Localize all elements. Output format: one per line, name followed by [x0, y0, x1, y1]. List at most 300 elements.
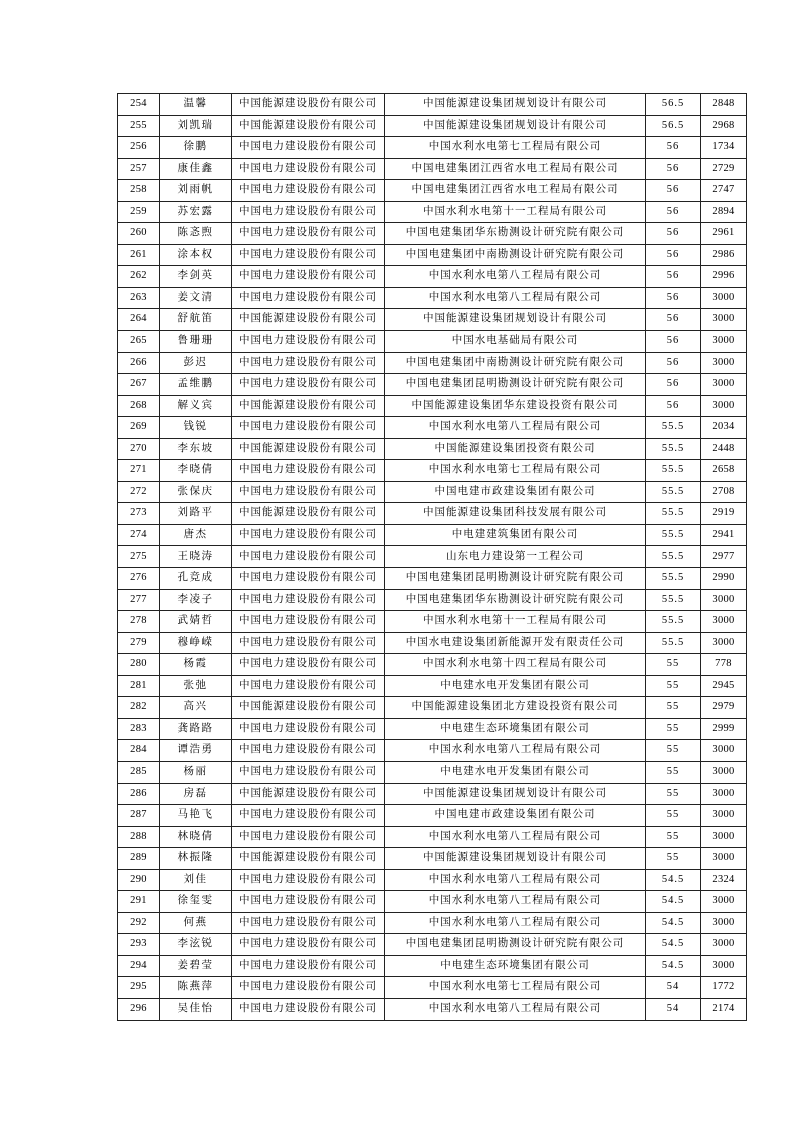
cell-person-name: 刘路平	[160, 503, 232, 525]
cell-count: 2986	[701, 244, 747, 266]
cell-count: 1772	[701, 977, 747, 999]
cell-group-company: 中国能源建设股份有限公司	[232, 503, 385, 525]
cell-group-company: 中国能源建设股份有限公司	[232, 94, 385, 116]
table-row	[118, 805, 747, 827]
cell-group-company: 中国电力建设股份有限公司	[232, 955, 385, 977]
cell-serial-number: 278	[118, 611, 160, 633]
cell-serial-number: 292	[118, 912, 160, 934]
cell-score: 55.5	[646, 438, 701, 460]
table-row	[118, 524, 747, 546]
cell-serial-number: 266	[118, 352, 160, 374]
cell-score: 56	[646, 287, 701, 309]
cell-count: 2448	[701, 438, 747, 460]
cell-count: 2324	[701, 869, 747, 891]
cell-serial-number: 281	[118, 675, 160, 697]
cell-subsidiary-company: 中国电建集团华东勘测设计研究院有限公司	[385, 223, 646, 245]
cell-serial-number: 283	[118, 718, 160, 740]
cell-serial-number: 274	[118, 524, 160, 546]
table-row	[118, 266, 747, 288]
cell-score: 56.5	[646, 94, 701, 116]
cell-group-company: 中国电力建设股份有限公司	[232, 180, 385, 202]
cell-count: 3000	[701, 912, 747, 934]
cell-group-company: 中国电力建设股份有限公司	[232, 460, 385, 482]
cell-count: 2999	[701, 718, 747, 740]
cell-person-name: 涂本权	[160, 244, 232, 266]
cell-score: 55	[646, 697, 701, 719]
cell-serial-number: 264	[118, 309, 160, 331]
cell-count: 2894	[701, 201, 747, 223]
cell-count: 2708	[701, 481, 747, 503]
cell-group-company: 中国电力建设股份有限公司	[232, 826, 385, 848]
cell-count: 2979	[701, 697, 747, 719]
cell-group-company: 中国能源建设股份有限公司	[232, 395, 385, 417]
cell-score: 55.5	[646, 524, 701, 546]
table-row	[118, 201, 747, 223]
table-row	[118, 977, 747, 999]
cell-count: 2747	[701, 180, 747, 202]
cell-person-name: 刘凯瑞	[160, 115, 232, 137]
cell-count: 3000	[701, 632, 747, 654]
cell-group-company: 中国电力建设股份有限公司	[232, 611, 385, 633]
cell-score: 56	[646, 395, 701, 417]
cell-subsidiary-company: 中国能源建设集团北方建设投资有限公司	[385, 697, 646, 719]
cell-score: 55	[646, 718, 701, 740]
cell-person-name: 钱锐	[160, 417, 232, 439]
cell-subsidiary-company: 中国电建集团昆明勘测设计研究院有限公司	[385, 568, 646, 590]
cell-person-name: 王晓涛	[160, 546, 232, 568]
cell-score: 56	[646, 266, 701, 288]
cell-score: 55	[646, 783, 701, 805]
cell-person-name: 房磊	[160, 783, 232, 805]
table-row	[118, 998, 747, 1020]
cell-count: 2996	[701, 266, 747, 288]
cell-subsidiary-company: 中国水电基础局有限公司	[385, 331, 646, 353]
cell-count: 2034	[701, 417, 747, 439]
cell-person-name: 李东坡	[160, 438, 232, 460]
cell-subsidiary-company: 中电建水电开发集团有限公司	[385, 675, 646, 697]
cell-group-company: 中国电力建设股份有限公司	[232, 331, 385, 353]
cell-subsidiary-company: 中国水利水电第八工程局有限公司	[385, 417, 646, 439]
cell-count: 3000	[701, 955, 747, 977]
cell-subsidiary-company: 中国水利水电第七工程局有限公司	[385, 977, 646, 999]
table-row	[118, 223, 747, 245]
cell-person-name: 李剑英	[160, 266, 232, 288]
cell-score: 56	[646, 374, 701, 396]
cell-score: 55.5	[646, 546, 701, 568]
cell-person-name: 吴佳怡	[160, 998, 232, 1020]
cell-serial-number: 276	[118, 568, 160, 590]
cell-serial-number: 268	[118, 395, 160, 417]
cell-subsidiary-company: 中国水利水电第八工程局有限公司	[385, 826, 646, 848]
cell-serial-number: 294	[118, 955, 160, 977]
cell-person-name: 刘雨帆	[160, 180, 232, 202]
cell-person-name: 徐鹏	[160, 137, 232, 159]
table-row	[118, 481, 747, 503]
cell-count: 3000	[701, 589, 747, 611]
cell-score: 56	[646, 158, 701, 180]
cell-group-company: 中国电力建设股份有限公司	[232, 546, 385, 568]
cell-score: 55	[646, 805, 701, 827]
cell-serial-number: 296	[118, 998, 160, 1020]
cell-score: 56	[646, 309, 701, 331]
table-row	[118, 180, 747, 202]
cell-count: 2977	[701, 546, 747, 568]
table-row	[118, 287, 747, 309]
cell-count: 3000	[701, 848, 747, 870]
cell-person-name: 鲁珊珊	[160, 331, 232, 353]
cell-group-company: 中国电力建设股份有限公司	[232, 287, 385, 309]
cell-subsidiary-company: 中国水利水电第八工程局有限公司	[385, 998, 646, 1020]
cell-count: 2961	[701, 223, 747, 245]
cell-count: 2174	[701, 998, 747, 1020]
cell-score: 56	[646, 223, 701, 245]
cell-serial-number: 255	[118, 115, 160, 137]
table-row	[118, 740, 747, 762]
cell-score: 56	[646, 331, 701, 353]
cell-subsidiary-company: 中国能源建设集团规划设计有限公司	[385, 783, 646, 805]
cell-score: 55.5	[646, 568, 701, 590]
table-row	[118, 115, 747, 137]
cell-count: 2658	[701, 460, 747, 482]
cell-score: 55.5	[646, 460, 701, 482]
cell-serial-number: 265	[118, 331, 160, 353]
cell-group-company: 中国电力建设股份有限公司	[232, 589, 385, 611]
cell-serial-number: 263	[118, 287, 160, 309]
cell-group-company: 中国能源建设股份有限公司	[232, 848, 385, 870]
cell-count: 2919	[701, 503, 747, 525]
cell-person-name: 谭浩勇	[160, 740, 232, 762]
cell-person-name: 姜文清	[160, 287, 232, 309]
cell-subsidiary-company: 中国水利水电第八工程局有限公司	[385, 266, 646, 288]
cell-serial-number: 262	[118, 266, 160, 288]
cell-subsidiary-company: 中国电建集团中南勘测设计研究院有限公司	[385, 352, 646, 374]
cell-group-company: 中国电力建设股份有限公司	[232, 805, 385, 827]
table-row	[118, 611, 747, 633]
cell-subsidiary-company: 中电建生态环境集团有限公司	[385, 718, 646, 740]
cell-person-name: 龚路路	[160, 718, 232, 740]
cell-subsidiary-company: 中国电建集团昆明勘测设计研究院有限公司	[385, 374, 646, 396]
cell-score: 55.5	[646, 481, 701, 503]
cell-count: 3000	[701, 395, 747, 417]
cell-group-company: 中国电力建设股份有限公司	[232, 761, 385, 783]
table-row	[118, 783, 747, 805]
cell-score: 55.5	[646, 417, 701, 439]
cell-subsidiary-company: 中国水利水电第十一工程局有限公司	[385, 611, 646, 633]
cell-subsidiary-company: 中电建生态环境集团有限公司	[385, 955, 646, 977]
cell-serial-number: 289	[118, 848, 160, 870]
table-row	[118, 546, 747, 568]
cell-group-company: 中国电力建设股份有限公司	[232, 912, 385, 934]
cell-count: 3000	[701, 352, 747, 374]
table-row	[118, 675, 747, 697]
table-row	[118, 94, 747, 116]
cell-group-company: 中国电力建设股份有限公司	[232, 417, 385, 439]
cell-person-name: 姜碧莹	[160, 955, 232, 977]
cell-group-company: 中国电力建设股份有限公司	[232, 266, 385, 288]
cell-subsidiary-company: 中国电建集团中南勘测设计研究院有限公司	[385, 244, 646, 266]
cell-serial-number: 267	[118, 374, 160, 396]
cell-serial-number: 254	[118, 94, 160, 116]
cell-score: 54	[646, 977, 701, 999]
cell-subsidiary-company: 中国电建集团华东勘测设计研究院有限公司	[385, 589, 646, 611]
cell-serial-number: 282	[118, 697, 160, 719]
cell-count: 2968	[701, 115, 747, 137]
cell-score: 55	[646, 848, 701, 870]
cell-group-company: 中国电力建设股份有限公司	[232, 891, 385, 913]
cell-person-name: 李凌子	[160, 589, 232, 611]
cell-group-company: 中国电力建设股份有限公司	[232, 869, 385, 891]
cell-person-name: 马艳飞	[160, 805, 232, 827]
cell-subsidiary-company: 中国水利水电第七工程局有限公司	[385, 460, 646, 482]
cell-score: 54.5	[646, 934, 701, 956]
cell-count: 2941	[701, 524, 747, 546]
cell-group-company: 中国电力建设股份有限公司	[232, 524, 385, 546]
cell-group-company: 中国电力建设股份有限公司	[232, 675, 385, 697]
cell-serial-number: 259	[118, 201, 160, 223]
cell-count: 2848	[701, 94, 747, 116]
cell-serial-number: 286	[118, 783, 160, 805]
table-row	[118, 869, 747, 891]
table-row	[118, 761, 747, 783]
cell-score: 54.5	[646, 912, 701, 934]
cell-group-company: 中国能源建设股份有限公司	[232, 783, 385, 805]
cell-score: 55.5	[646, 503, 701, 525]
cell-count: 2729	[701, 158, 747, 180]
cell-person-name: 武婧哲	[160, 611, 232, 633]
cell-subsidiary-company: 中国能源建设集团规划设计有限公司	[385, 309, 646, 331]
cell-person-name: 徐玺雯	[160, 891, 232, 913]
cell-group-company: 中国能源建设股份有限公司	[232, 309, 385, 331]
cell-subsidiary-company: 中电建水电开发集团有限公司	[385, 761, 646, 783]
cell-subsidiary-company: 中国水利水电第八工程局有限公司	[385, 287, 646, 309]
cell-count: 2945	[701, 675, 747, 697]
cell-score: 54.5	[646, 891, 701, 913]
cell-person-name: 杨丽	[160, 761, 232, 783]
table-row	[118, 697, 747, 719]
cell-subsidiary-company: 中国电建集团江西省水电工程局有限公司	[385, 158, 646, 180]
table-row	[118, 632, 747, 654]
cell-subsidiary-company: 中国能源建设集团规划设计有限公司	[385, 848, 646, 870]
cell-serial-number: 256	[118, 137, 160, 159]
table-row	[118, 503, 747, 525]
cell-count: 3000	[701, 309, 747, 331]
cell-subsidiary-company: 中国能源建设集团投资有限公司	[385, 438, 646, 460]
cell-score: 55	[646, 654, 701, 676]
cell-group-company: 中国电力建设股份有限公司	[232, 568, 385, 590]
cell-score: 55	[646, 675, 701, 697]
table-row	[118, 460, 747, 482]
cell-count: 3000	[701, 761, 747, 783]
cell-count: 3000	[701, 740, 747, 762]
table-row	[118, 374, 747, 396]
cell-subsidiary-company: 中国水利水电第十四工程局有限公司	[385, 654, 646, 676]
cell-subsidiary-company: 中国能源建设集团规划设计有限公司	[385, 115, 646, 137]
table-row	[118, 826, 747, 848]
cell-person-name: 康佳鑫	[160, 158, 232, 180]
cell-serial-number: 293	[118, 934, 160, 956]
cell-subsidiary-company: 中国能源建设集团规划设计有限公司	[385, 94, 646, 116]
table-row	[118, 438, 747, 460]
table-row	[118, 589, 747, 611]
cell-group-company: 中国电力建设股份有限公司	[232, 352, 385, 374]
cell-count: 3000	[701, 331, 747, 353]
cell-person-name: 彭迟	[160, 352, 232, 374]
cell-serial-number: 272	[118, 481, 160, 503]
cell-subsidiary-company: 中国水电建设集团新能源开发有限责任公司	[385, 632, 646, 654]
cell-score: 55.5	[646, 632, 701, 654]
table-row	[118, 848, 747, 870]
cell-subsidiary-company: 山东电力建设第一工程公司	[385, 546, 646, 568]
cell-group-company: 中国电力建设股份有限公司	[232, 998, 385, 1020]
cell-group-company: 中国电力建设股份有限公司	[232, 718, 385, 740]
table-row	[118, 331, 747, 353]
cell-person-name: 苏宏露	[160, 201, 232, 223]
cell-score: 54	[646, 998, 701, 1020]
cell-subsidiary-company: 中国水利水电第七工程局有限公司	[385, 137, 646, 159]
cell-person-name: 李泫锐	[160, 934, 232, 956]
cell-serial-number: 260	[118, 223, 160, 245]
cell-person-name: 孔竞成	[160, 568, 232, 590]
cell-subsidiary-company: 中国水利水电第八工程局有限公司	[385, 869, 646, 891]
cell-person-name: 陈燕萍	[160, 977, 232, 999]
cell-count: 3000	[701, 891, 747, 913]
cell-person-name: 李晓倩	[160, 460, 232, 482]
cell-count: 3000	[701, 287, 747, 309]
cell-score: 55.5	[646, 589, 701, 611]
cell-person-name: 何燕	[160, 912, 232, 934]
cell-count: 3000	[701, 826, 747, 848]
cell-person-name: 陈忞煦	[160, 223, 232, 245]
cell-group-company: 中国电力建设股份有限公司	[232, 244, 385, 266]
cell-count: 3000	[701, 374, 747, 396]
cell-serial-number: 291	[118, 891, 160, 913]
cell-serial-number: 271	[118, 460, 160, 482]
cell-subsidiary-company: 中国水利水电第十一工程局有限公司	[385, 201, 646, 223]
cell-group-company: 中国电力建设股份有限公司	[232, 137, 385, 159]
cell-group-company: 中国能源建设股份有限公司	[232, 115, 385, 137]
table-row	[118, 417, 747, 439]
cell-person-name: 温馨	[160, 94, 232, 116]
cell-subsidiary-company: 中国电建市政建设集团有限公司	[385, 805, 646, 827]
cell-count: 2990	[701, 568, 747, 590]
table-row	[118, 718, 747, 740]
cell-serial-number: 277	[118, 589, 160, 611]
cell-score: 56	[646, 137, 701, 159]
table-row	[118, 891, 747, 913]
table-row	[118, 955, 747, 977]
cell-person-name: 解义宾	[160, 395, 232, 417]
candidate-score-table	[117, 93, 747, 1021]
cell-score: 56	[646, 180, 701, 202]
table-row	[118, 654, 747, 676]
cell-serial-number: 295	[118, 977, 160, 999]
cell-score: 55	[646, 740, 701, 762]
cell-serial-number: 279	[118, 632, 160, 654]
cell-count: 778	[701, 654, 747, 676]
table-row	[118, 137, 747, 159]
cell-person-name: 张弛	[160, 675, 232, 697]
cell-person-name: 舒航笛	[160, 309, 232, 331]
cell-score: 56	[646, 352, 701, 374]
cell-serial-number: 270	[118, 438, 160, 460]
cell-group-company: 中国电力建设股份有限公司	[232, 740, 385, 762]
cell-group-company: 中国电力建设股份有限公司	[232, 223, 385, 245]
cell-count: 1734	[701, 137, 747, 159]
cell-serial-number: 269	[118, 417, 160, 439]
cell-score: 55	[646, 761, 701, 783]
table-row	[118, 244, 747, 266]
cell-person-name: 孟维鹏	[160, 374, 232, 396]
cell-person-name: 高兴	[160, 697, 232, 719]
cell-score: 56	[646, 201, 701, 223]
cell-group-company: 中国电力建设股份有限公司	[232, 654, 385, 676]
cell-group-company: 中国能源建设股份有限公司	[232, 438, 385, 460]
cell-subsidiary-company: 中电建建筑集团有限公司	[385, 524, 646, 546]
cell-subsidiary-company: 中国水利水电第八工程局有限公司	[385, 891, 646, 913]
cell-score: 55.5	[646, 611, 701, 633]
cell-subsidiary-company: 中国电建市政建设集团有限公司	[385, 481, 646, 503]
table-row	[118, 158, 747, 180]
cell-score: 56.5	[646, 115, 701, 137]
cell-count: 3000	[701, 805, 747, 827]
cell-subsidiary-company: 中国能源建设集团华东建设投资有限公司	[385, 395, 646, 417]
cell-person-name: 张保庆	[160, 481, 232, 503]
cell-subsidiary-company: 中国电建集团昆明勘测设计研究院有限公司	[385, 934, 646, 956]
cell-group-company: 中国电力建设股份有限公司	[232, 158, 385, 180]
cell-serial-number: 285	[118, 761, 160, 783]
cell-serial-number: 257	[118, 158, 160, 180]
cell-count: 3000	[701, 934, 747, 956]
cell-person-name: 杨霞	[160, 654, 232, 676]
cell-group-company: 中国能源建设股份有限公司	[232, 697, 385, 719]
cell-person-name: 林晓倩	[160, 826, 232, 848]
cell-group-company: 中国电力建设股份有限公司	[232, 934, 385, 956]
cell-score: 54.5	[646, 955, 701, 977]
cell-serial-number: 280	[118, 654, 160, 676]
cell-person-name: 刘佳	[160, 869, 232, 891]
cell-serial-number: 288	[118, 826, 160, 848]
cell-count: 3000	[701, 783, 747, 805]
cell-group-company: 中国电力建设股份有限公司	[232, 374, 385, 396]
cell-group-company: 中国电力建设股份有限公司	[232, 481, 385, 503]
cell-serial-number: 273	[118, 503, 160, 525]
table-body	[118, 94, 747, 1021]
table-row	[118, 352, 747, 374]
cell-subsidiary-company: 中国能源建设集团科技发展有限公司	[385, 503, 646, 525]
table-row	[118, 934, 747, 956]
cell-person-name: 穆峥嵘	[160, 632, 232, 654]
cell-subsidiary-company: 中国电建集团江西省水电工程局有限公司	[385, 180, 646, 202]
cell-person-name: 唐杰	[160, 524, 232, 546]
cell-subsidiary-company: 中国水利水电第八工程局有限公司	[385, 740, 646, 762]
table-row	[118, 912, 747, 934]
cell-serial-number: 284	[118, 740, 160, 762]
cell-serial-number: 287	[118, 805, 160, 827]
cell-subsidiary-company: 中国水利水电第八工程局有限公司	[385, 912, 646, 934]
cell-group-company: 中国电力建设股份有限公司	[232, 201, 385, 223]
cell-group-company: 中国电力建设股份有限公司	[232, 977, 385, 999]
cell-person-name: 林振隆	[160, 848, 232, 870]
cell-score: 55	[646, 826, 701, 848]
cell-group-company: 中国电力建设股份有限公司	[232, 632, 385, 654]
table-row	[118, 309, 747, 331]
cell-serial-number: 275	[118, 546, 160, 568]
cell-serial-number: 261	[118, 244, 160, 266]
table-row	[118, 395, 747, 417]
cell-serial-number: 290	[118, 869, 160, 891]
cell-serial-number: 258	[118, 180, 160, 202]
cell-score: 54.5	[646, 869, 701, 891]
